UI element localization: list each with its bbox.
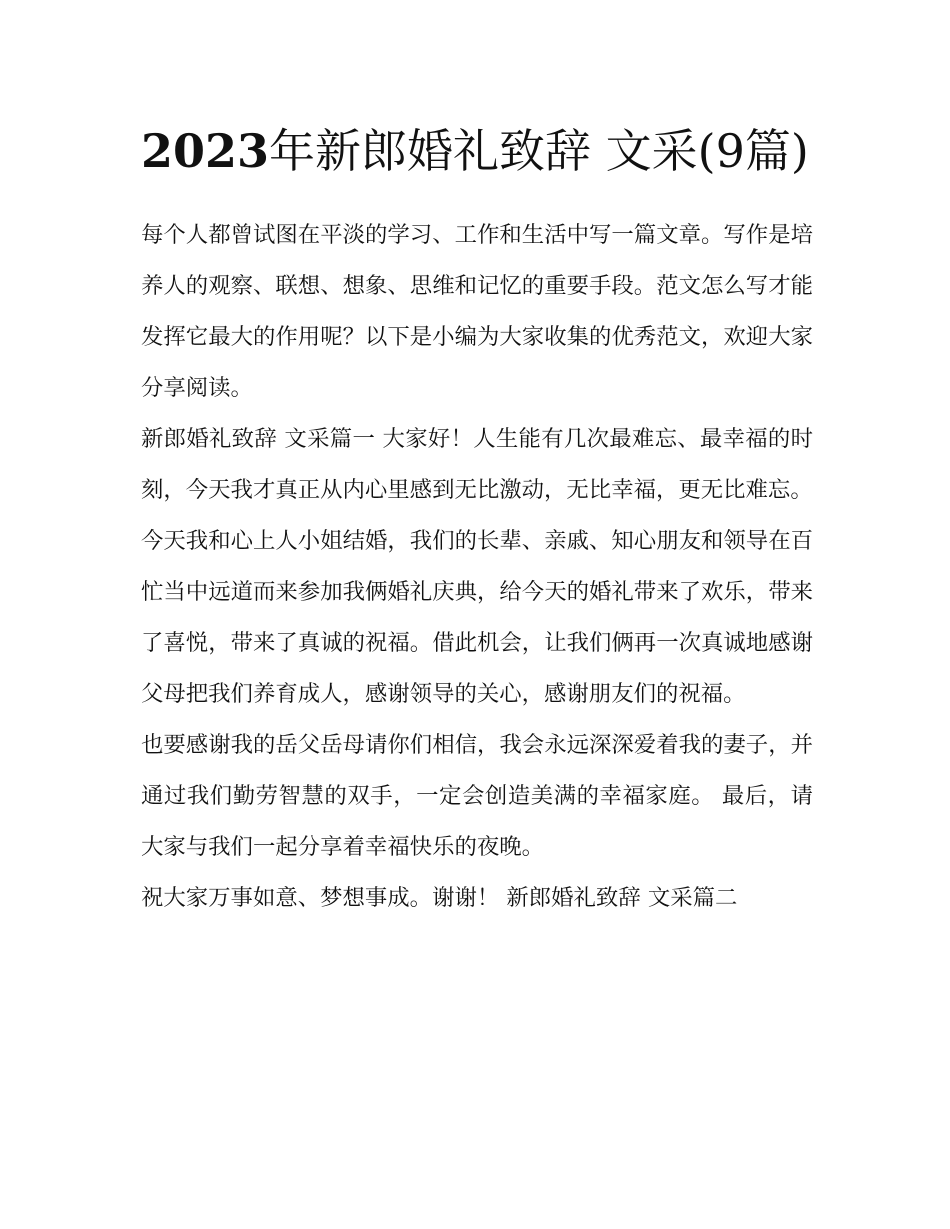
paragraph-speech-1-promise: 也要感谢我的岳父岳母请你们相信，我会永远深深爱着我的妻子，并通过我们勤劳智慧的双手，一定会创造美满的幸福家庭。 最后，请大家与我们一起分享着幸福快乐的夜晚。 [141,732,813,860]
paragraph-speech-1-thanks: 今天我和心上人小姐结婚，我们的长辈、亲戚、知心朋友和领导在百忙当中远道而来参加我俩婚礼庆典，给今天的婚礼带来了欢乐，带来了喜悦，带来了真诚的祝福。借此机会，让我们俩再一次真诚地感谢父母把我们养育成人，感谢领导的关心，感谢朋友们的祝福。 [141,528,813,707]
paragraph-intro: 每个人都曾试图在平淡的学习、工作和生活中写一篇文章。写作是培养人的观察、联想、想象、思维和记忆的重要手段。范文怎么写才能发挥它最大的作用呢？以下是小编为大家收集的优秀范文，欢迎大家分享阅读。 [141,222,813,401]
paragraph-speech-1-opening: 新郎婚礼致辞 文采篇一 大家好！人生能有几次最难忘、最幸福的时刻，今天我才真正从内心里感到无比激动，无比幸福，更无比难忘。 [141,426,813,503]
document-body [141,210,813,924]
paragraph-speech-1-closing: 祝大家万事如意、梦想事成。谢谢！ 新郎婚礼致辞 文采篇二 [141,885,738,911]
title-year: 2023 [141,124,270,178]
document-page [141,112,813,924]
document-title: 2023年新郎婚礼致辞 文采(9篇) [141,124,809,178]
